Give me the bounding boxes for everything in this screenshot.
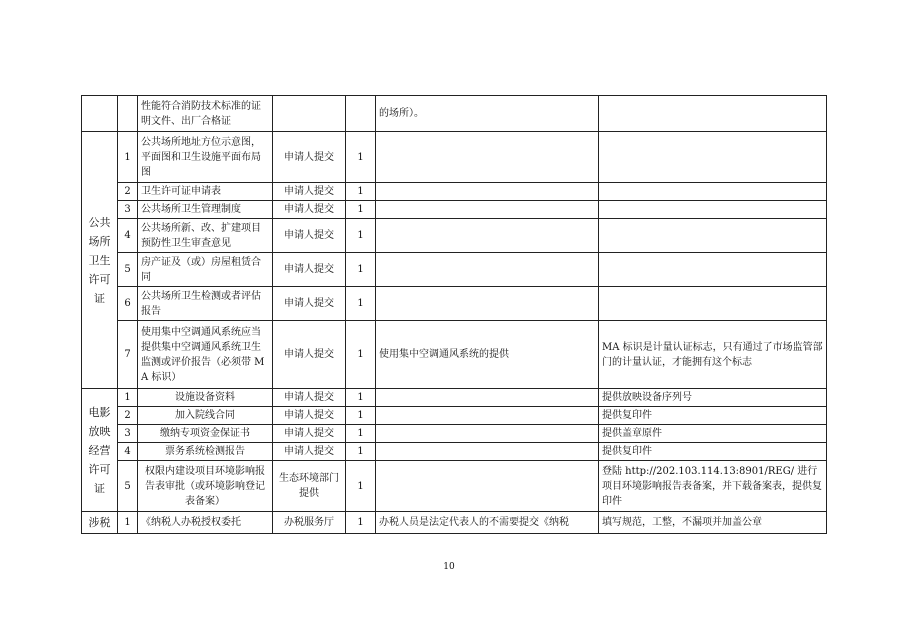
material-quantity: 1 <box>346 425 376 443</box>
material-description <box>376 425 599 443</box>
material-description <box>376 183 599 201</box>
material-source: 申请人提交 <box>273 443 346 461</box>
material-name: 加入院线合同 <box>138 407 273 425</box>
material-description: 的场所）。 <box>376 96 599 132</box>
material-quantity: 1 <box>346 407 376 425</box>
material-quantity: 1 <box>346 219 376 253</box>
material-note <box>599 132 827 183</box>
material-source: 申请人提交 <box>273 183 346 201</box>
material-name: 房产证及（或）房屋租赁合同 <box>138 253 273 287</box>
material-name: 卫生许可证申请表 <box>138 183 273 201</box>
material-description: 办税人员是法定代表人的不需要提交《纳税 <box>376 512 599 534</box>
material-source: 办税服务厅 <box>273 512 346 534</box>
material-note <box>599 219 827 253</box>
material-name: 票务系统检测报告 <box>138 443 273 461</box>
material-source: 申请人提交 <box>273 253 346 287</box>
material-quantity: 1 <box>346 183 376 201</box>
material-description <box>376 287 599 321</box>
material-name: 公共场所卫生管理制度 <box>138 201 273 219</box>
table-row <box>82 321 827 389</box>
material-quantity <box>346 96 376 132</box>
row-number: 5 <box>118 461 138 512</box>
material-description <box>376 407 599 425</box>
material-description: 使用集中空调通风系统的提供 <box>376 321 599 389</box>
material-source: 申请人提交 <box>273 321 346 389</box>
category-cinema: 电影放映经营许可证 <box>82 389 118 512</box>
material-note: 提供放映设备序列号 <box>599 389 827 407</box>
material-name: 设施设备资料 <box>138 389 273 407</box>
material-quantity: 1 <box>346 201 376 219</box>
row-number: 1 <box>118 389 138 407</box>
row-number: 2 <box>118 407 138 425</box>
material-note: 登陆 http://202.103.114.13:8901/REG/ 进行项目环境影响报告表备案，并下载备案表，提供复印件 <box>599 461 827 512</box>
table-row <box>82 287 827 321</box>
table-row <box>82 443 827 461</box>
table-row <box>82 389 827 407</box>
table-row <box>82 425 827 443</box>
table-row <box>82 253 827 287</box>
material-quantity: 1 <box>346 321 376 389</box>
table-row <box>82 132 827 183</box>
material-source: 申请人提交 <box>273 132 346 183</box>
material-note <box>599 183 827 201</box>
row-number: 7 <box>118 321 138 389</box>
row-number: 5 <box>118 253 138 287</box>
material-name: 性能符合消防技术标准的证明文件、出厂合格证 <box>138 96 273 132</box>
material-name: 公共场所新、改、扩建项目预防性卫生审查意见 <box>138 219 273 253</box>
table-row <box>82 96 827 132</box>
material-note: 提供盖章原件 <box>599 425 827 443</box>
row-number <box>118 96 138 132</box>
material-source: 申请人提交 <box>273 201 346 219</box>
material-source: 生态环境部门提供 <box>273 461 346 512</box>
row-number: 4 <box>118 219 138 253</box>
material-quantity: 1 <box>346 132 376 183</box>
material-source: 申请人提交 <box>273 425 346 443</box>
material-note: MA 标识是计量认证标志，只有通过了市场监管部门的计量认证，才能拥有这个标志 <box>599 321 827 389</box>
material-quantity: 1 <box>346 443 376 461</box>
material-name: 公共场所卫生检测或者评估报告 <box>138 287 273 321</box>
material-note: 提供复印件 <box>599 443 827 461</box>
table-row <box>82 407 827 425</box>
row-number: 3 <box>118 425 138 443</box>
material-source: 申请人提交 <box>273 287 346 321</box>
material-description <box>376 253 599 287</box>
material-quantity: 1 <box>346 512 376 534</box>
row-number: 6 <box>118 287 138 321</box>
material-description <box>376 132 599 183</box>
material-source: 申请人提交 <box>273 219 346 253</box>
material-note <box>599 253 827 287</box>
material-note <box>599 287 827 321</box>
page-number: 10 <box>443 562 455 572</box>
material-quantity: 1 <box>346 287 376 321</box>
table-row <box>82 219 827 253</box>
material-note <box>599 96 827 132</box>
material-source <box>273 96 346 132</box>
material-name: 《纳税人办税授权委托 <box>138 512 273 534</box>
table-row <box>82 183 827 201</box>
row-number: 1 <box>118 512 138 534</box>
category-cell <box>82 96 118 132</box>
row-number: 1 <box>118 132 138 183</box>
material-source: 申请人提交 <box>273 407 346 425</box>
material-description <box>376 443 599 461</box>
table-row <box>82 201 827 219</box>
material-source: 申请人提交 <box>273 389 346 407</box>
material-quantity: 1 <box>346 253 376 287</box>
category-public-health: 公共场所卫生许可证 <box>82 132 118 389</box>
material-name: 权限内建设项目环境影响报告表审批（或环境影响登记表备案） <box>138 461 273 512</box>
table-row <box>82 461 827 512</box>
material-name: 缴纳专项资金保证书 <box>138 425 273 443</box>
row-number: 3 <box>118 201 138 219</box>
row-number: 2 <box>118 183 138 201</box>
material-description <box>376 461 599 512</box>
material-quantity: 1 <box>346 389 376 407</box>
material-description <box>376 201 599 219</box>
table-row <box>82 512 827 534</box>
material-name: 使用集中空调通风系统应当提供集中空调通风系统卫生监测或评价报告（必须带 MA 标识） <box>138 321 273 389</box>
material-description <box>376 389 599 407</box>
category-tax: 涉税 <box>82 512 118 534</box>
row-number: 4 <box>118 443 138 461</box>
material-note: 提供复印件 <box>599 407 827 425</box>
requirements-table <box>81 95 827 534</box>
material-description <box>376 219 599 253</box>
material-quantity: 1 <box>346 461 376 512</box>
material-name: 公共场所地址方位示意图，平面图和卫生设施平面布局图 <box>138 132 273 183</box>
material-note: 填写规范，工整，不漏项并加盖公章 <box>599 512 827 534</box>
material-note <box>599 201 827 219</box>
